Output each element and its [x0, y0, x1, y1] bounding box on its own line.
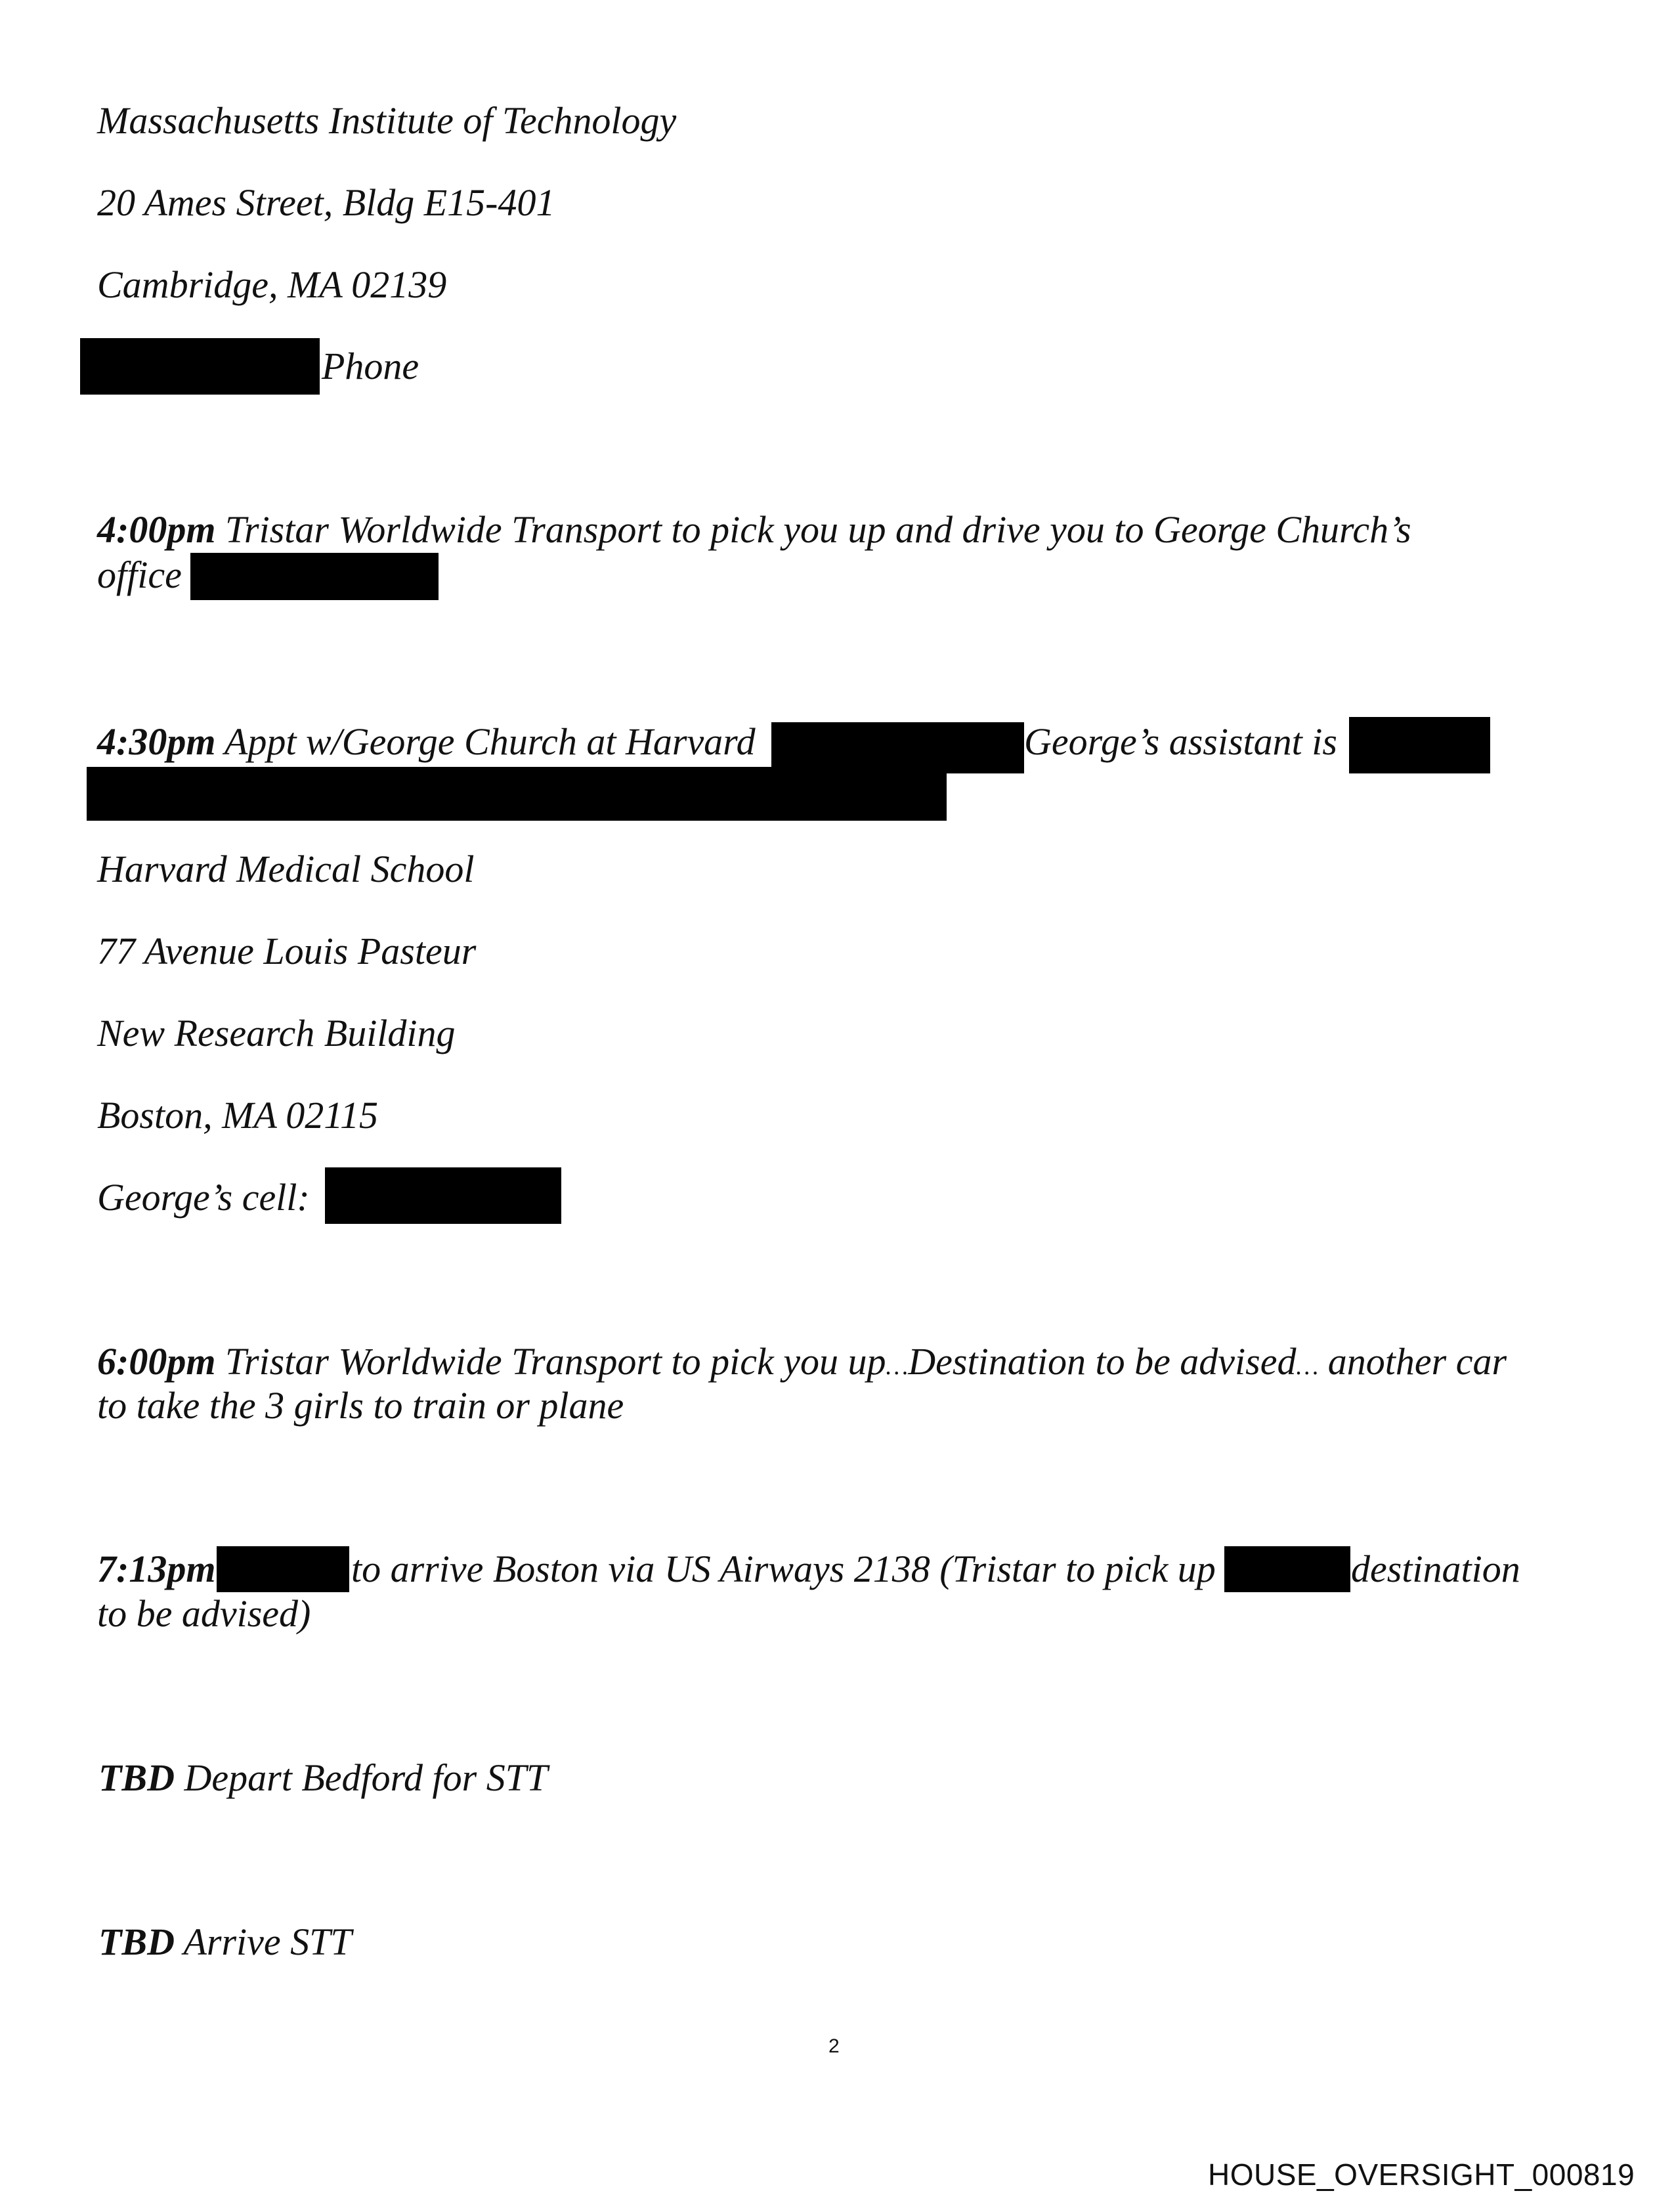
- entry-600-time: 6:00pm: [97, 1340, 216, 1383]
- redaction-harvard-phone: [771, 722, 1024, 773]
- redaction-passenger: [217, 1546, 349, 1592]
- entry-tbd-depart-time: TBD: [98, 1756, 175, 1799]
- redaction-assistant-contact: [87, 767, 947, 821]
- mit-city: Cambridge, MA 02139: [97, 263, 447, 306]
- entry-600-ellipsis-1: …: [886, 1353, 909, 1380]
- entry-600-line1: [97, 1339, 1507, 1389]
- entry-tbd-arrive-text: Arrive STT: [175, 1920, 352, 1963]
- harvard-building: New Research Building: [97, 1012, 456, 1054]
- entry-713-text-b: destination: [1351, 1548, 1520, 1590]
- entry-713-text-a: to arrive Boston via US Airways 2138 (Tristar to pick up: [351, 1548, 1216, 1590]
- entry-600-text-a: Tristar Worldwide Transport to pick you up: [215, 1340, 886, 1383]
- entry-713-line2: to be advised): [97, 1592, 311, 1635]
- redaction-assistant-name: [1349, 717, 1490, 773]
- entry-400-time: 4:00pm: [97, 508, 216, 551]
- redaction-george-cell: [325, 1167, 561, 1224]
- redaction-office: [190, 553, 439, 600]
- entry-713-time-line: [97, 1547, 215, 1591]
- harvard-city: Boston, MA 02115: [97, 1094, 379, 1137]
- redaction-pickup: [1224, 1546, 1350, 1592]
- mit-street: 20 Ames Street, Bldg E15-401: [97, 181, 555, 224]
- entry-tbd-depart-text: Depart Bedford for STT: [175, 1756, 548, 1799]
- harvard-street: 77 Avenue Louis Pasteur: [97, 930, 477, 972]
- entry-400-text: Tristar Worldwide Transport to pick you up and drive you to George Church’s: [215, 508, 1411, 551]
- entry-430-text-a: Appt w/George Church at Harvard: [215, 720, 756, 763]
- phone-label: Phone: [322, 345, 419, 387]
- entry-tbd-arrive-time: TBD: [98, 1920, 175, 1963]
- bates-number: HOUSE_OVERSIGHT_000819: [1208, 2158, 1635, 2192]
- redaction-phone: [80, 338, 320, 395]
- page-number: 2: [828, 2035, 840, 2057]
- entry-tbd-depart: [98, 1756, 547, 1800]
- entry-tbd-arrive: [98, 1920, 352, 1964]
- entry-430-line1: [97, 720, 756, 764]
- entry-600-text-b: Destination to be advised: [908, 1340, 1297, 1383]
- entry-400-line2: office: [97, 553, 182, 596]
- harvard-name: Harvard Medical School: [97, 848, 475, 890]
- mit-name: Massachusetts Institute of Technology: [97, 99, 677, 142]
- entry-600-ellipsis-2: …: [1296, 1353, 1319, 1380]
- george-cell-label: George’s cell:: [97, 1176, 310, 1219]
- entry-430-text-b: George’s assistant is: [1024, 720, 1337, 763]
- entry-713-time: 7:13pm: [97, 1548, 216, 1590]
- entry-600-text-c: another car: [1318, 1340, 1507, 1383]
- entry-600-line2: to take the 3 girls to train or plane: [97, 1384, 624, 1427]
- entry-400-line1: [97, 508, 1411, 552]
- entry-430-time: 4:30pm: [97, 720, 216, 763]
